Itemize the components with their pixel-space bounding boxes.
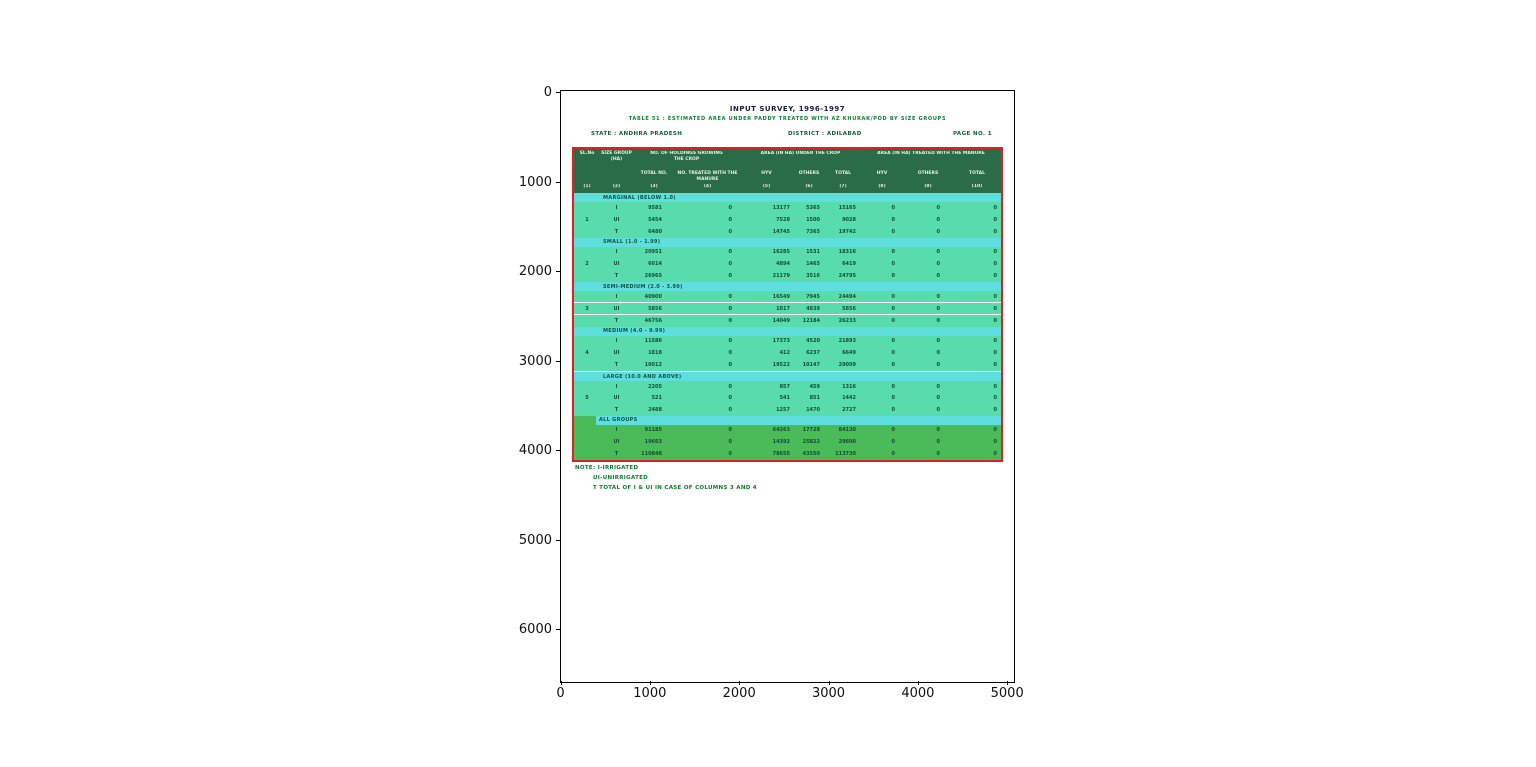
cell-value: 17728: [802, 427, 820, 434]
size-group-band: [574, 282, 1001, 291]
size-group-section: [574, 282, 1001, 327]
data-table: [572, 147, 1003, 462]
cell-value: 78655: [772, 451, 790, 458]
size-group-band: [574, 327, 1001, 336]
size-group-band-spacer: [574, 238, 600, 247]
cell-value: 18316: [838, 249, 856, 256]
header-column-number: (6): [805, 184, 813, 189]
cell-value: 0: [936, 362, 940, 369]
x-tick-mark: [829, 681, 830, 685]
cell-value: 5856: [842, 305, 856, 312]
cell-value: 0: [993, 216, 997, 223]
footnote-line-1: NOTE: I-IRRIGATED: [575, 465, 639, 471]
cell-value: 0: [891, 395, 895, 402]
table-row: [574, 381, 1001, 393]
cell-value: 1442: [842, 395, 856, 402]
x-tick-label: 5000: [990, 686, 1024, 701]
cell-value: 0: [936, 406, 940, 413]
header-slno: SL.No: [579, 151, 595, 156]
cell-value: 4894: [776, 261, 790, 268]
cell-value: 6014: [648, 261, 662, 268]
cell-value: 0: [728, 317, 732, 324]
x-tick-label: 4000: [901, 686, 935, 701]
cell-value: 0: [891, 249, 895, 256]
table-body: [574, 193, 1001, 460]
cell-value: 0: [993, 249, 997, 256]
size-group-label: LARGE (10.0 AND ABOVE): [603, 373, 682, 380]
header-group-area-manure-text: AREA (IN HA) TREATED WITH THE MANURE: [877, 151, 985, 156]
cell-value: 0: [993, 261, 997, 268]
cell-irrigation-marker: I: [615, 204, 618, 211]
cell-value: 0: [936, 350, 940, 357]
cell-value: 0: [993, 439, 997, 446]
size-group-label: SMALL (1.0 - 1.99): [603, 239, 661, 245]
cell-value: 113730: [835, 451, 856, 458]
scan-subtitle: TABLE 51 : ESTIMATED AREA UNDER PADDY TREATED WITH AZ KHURAK/POD BY SIZE GROUPS: [628, 116, 947, 122]
cell-value: 0: [993, 305, 997, 312]
cell-irrigation-marker: I: [615, 249, 618, 256]
cell-value: 1017: [776, 305, 790, 312]
cell-value: 541: [779, 395, 790, 402]
cell-value: 0: [891, 317, 895, 324]
cell-value: 14049: [772, 317, 790, 324]
header-subcolumn: OTHERS: [798, 171, 820, 176]
header-group-area-manure: [861, 149, 1001, 170]
cell-value: 0: [936, 395, 940, 402]
cell-value: 11586: [644, 338, 662, 345]
cell-value: 0: [993, 338, 997, 345]
cell-value: 21893: [838, 338, 856, 345]
cell-value: 0: [728, 395, 732, 402]
cell-value: 2205: [648, 383, 662, 390]
cell-value: 0: [891, 338, 895, 345]
cell-value: 2488: [648, 406, 662, 413]
header-subcolumn: HYV: [761, 171, 772, 176]
cell-value: 1257: [776, 406, 790, 413]
y-tick-mark: [556, 450, 560, 451]
table-row: [574, 436, 1001, 448]
size-group-band: [574, 416, 1001, 425]
cell-slno: 4: [585, 350, 589, 357]
cell-irrigation-marker: UI: [613, 261, 620, 268]
cell-value: 0: [993, 350, 997, 357]
cell-value: 0: [936, 261, 940, 268]
cell-value: 0: [993, 383, 997, 390]
size-group-band: [574, 238, 1001, 247]
cell-value: 521: [651, 395, 662, 402]
y-tick-mark: [556, 271, 560, 272]
cell-value: 46756: [644, 317, 662, 324]
size-group-band: [574, 193, 1001, 202]
table-row: [574, 347, 1001, 359]
header-subcolumn: TOTAL NO.: [640, 171, 668, 176]
cell-value: 0: [891, 228, 895, 235]
size-group-band-spacer: [574, 327, 600, 336]
x-tick-label: 0: [556, 686, 565, 701]
x-tick-mark: [739, 681, 740, 685]
cell-value: 6649: [842, 350, 856, 357]
header-column-number: (4): [703, 184, 712, 189]
cell-value: 851: [809, 395, 820, 402]
table-row: [574, 336, 1001, 348]
cell-value: 0: [936, 383, 940, 390]
y-tick-label: 2000: [518, 264, 552, 279]
cell-value: 6237: [806, 350, 820, 357]
cell-value: 19522: [772, 362, 790, 369]
table-footnote: [575, 463, 757, 493]
x-tick-mark: [1007, 681, 1008, 685]
cell-value: 1500: [806, 216, 820, 223]
x-tick-label: 3000: [811, 686, 846, 701]
cell-value: 14745: [772, 228, 790, 235]
cell-value: 0: [936, 216, 940, 223]
size-group-section: [574, 371, 1001, 416]
table-row: [574, 359, 1001, 371]
size-group-band-spacer: [574, 372, 600, 381]
cell-irrigation-marker: UI: [613, 305, 620, 312]
footnote-line-2: UI-UNIRRIGATED: [593, 475, 649, 481]
cell-value: 110848: [641, 451, 662, 458]
cell-value: 0: [936, 439, 940, 446]
y-tick-mark: [556, 92, 560, 93]
table-row: [574, 270, 1001, 282]
cell-value: 1818: [648, 350, 662, 357]
cell-value: 16285: [772, 249, 790, 256]
state-label: STATE : ANDHRA PRADESH: [591, 131, 683, 137]
cell-value: 43550: [802, 451, 820, 458]
cell-value: 0: [891, 204, 895, 211]
cell-value: 0: [936, 305, 940, 312]
cell-value: 4839: [806, 305, 820, 312]
scan-title: INPUT SURVEY, 1996-1997: [729, 105, 846, 113]
size-group-section: [574, 238, 1001, 283]
cell-value: 14392: [772, 439, 790, 446]
cell-value: 0: [891, 406, 895, 413]
size-group-label: ALL GROUPS: [599, 417, 638, 423]
cell-value: 0: [891, 383, 895, 390]
cell-value: 16549: [772, 293, 790, 300]
cell-irrigation-marker: I: [615, 293, 618, 300]
cell-value: 91185: [644, 427, 662, 434]
cell-value: 17373: [772, 338, 790, 345]
cell-value: 0: [728, 261, 732, 268]
cell-value: 0: [891, 216, 895, 223]
cell-value: 24494: [838, 293, 856, 300]
cell-value: 0: [936, 249, 940, 256]
cell-value: 0: [993, 228, 997, 235]
y-tick-label: 4000: [518, 443, 552, 458]
x-tick-mark: [650, 681, 651, 685]
header-column-number: (7): [839, 184, 847, 189]
cell-slno: 2: [585, 261, 589, 268]
table-header: [574, 149, 1001, 193]
y-tick-label: 0: [543, 85, 552, 100]
cell-value: 0: [993, 204, 997, 211]
cell-irrigation-marker: UI: [613, 350, 620, 357]
cell-irrigation-marker: T: [614, 451, 619, 458]
table-row: [574, 291, 1001, 303]
x-tick-label: 1000: [633, 686, 667, 701]
header-group-area-crop-text: AREA (IN HA) UNDER THE CROP: [760, 151, 841, 156]
y-tick-label: 3000: [518, 353, 552, 369]
cell-value: 20951: [644, 249, 662, 256]
cell-value: 4520: [806, 338, 820, 345]
cell-value: 0: [936, 273, 940, 280]
header-column-number: (2): [612, 184, 621, 189]
cell-value: 1465: [806, 261, 820, 268]
cell-irrigation-marker: T: [614, 362, 619, 369]
cell-value: 2727: [842, 406, 856, 413]
header-column-number: (1): [583, 184, 591, 189]
plot-axes: [560, 90, 1015, 683]
header-column-number: (5): [762, 184, 771, 189]
table-row: [574, 247, 1001, 259]
cell-value: 0: [936, 293, 940, 300]
header-subcolumn: TOTAL: [835, 171, 851, 176]
size-group-band-spacer: [574, 282, 600, 291]
cell-value: 9028: [842, 216, 856, 223]
cell-value: 0: [891, 305, 895, 312]
cell-value: 0: [993, 273, 997, 280]
header-group-holdings-text: NO. OF HOLDINGS GROWING THE CROP: [650, 151, 723, 162]
header-column-number: (3): [650, 184, 658, 189]
cell-value: 19742: [838, 228, 856, 235]
cell-value: 1470: [806, 406, 820, 413]
cell-value: 0: [728, 439, 732, 446]
size-group-label: MEDIUM (4.0 - 9.99): [603, 328, 666, 334]
cell-irrigation-marker: UI: [613, 439, 620, 446]
cell-value: 0: [993, 451, 997, 458]
header-column-number: (10): [971, 184, 983, 189]
cell-slno: 3: [585, 305, 589, 312]
cell-irrigation-marker: I: [615, 427, 618, 434]
cell-slno: 1: [585, 216, 589, 223]
cell-value: 0: [728, 427, 732, 434]
cell-value: 13177: [772, 204, 790, 211]
x-tick-label: 2000: [722, 686, 756, 701]
cell-value: 1316: [842, 383, 856, 390]
cell-irrigation-marker: I: [615, 383, 618, 390]
size-group-label: SEMI-MEDIUM (2.0 - 3.99): [603, 283, 683, 290]
cell-value: 0: [936, 451, 940, 458]
cell-value: 0: [728, 228, 732, 235]
size-group-section: [574, 327, 1001, 372]
size-group-label: MARGINAL (BELOW 1.0): [603, 194, 676, 201]
table-row: [574, 448, 1001, 460]
table-row: [574, 303, 1001, 315]
table-row: [574, 315, 1001, 326]
cell-value: 7365: [806, 228, 820, 235]
cell-value: 0: [936, 228, 940, 235]
cell-value: 5365: [806, 204, 820, 211]
cell-value: 7528: [776, 216, 790, 223]
cell-value: 29009: [838, 362, 856, 369]
cell-value: 0: [993, 395, 997, 402]
cell-value: 0: [891, 427, 895, 434]
cell-value: 0: [891, 362, 895, 369]
x-tick-mark: [918, 681, 919, 685]
cell-irrigation-marker: T: [614, 317, 619, 324]
size-group-band: [574, 371, 1001, 381]
header-group-area-crop: [740, 149, 861, 170]
cell-value: 64263: [772, 427, 790, 434]
cell-value: 0: [936, 317, 940, 324]
cell-value: 0: [891, 439, 895, 446]
cell-value: 0: [993, 406, 997, 413]
cell-value: 25822: [802, 439, 820, 446]
scan-state-line: [572, 131, 1003, 139]
cell-value: 412: [779, 350, 790, 357]
header-subcolumn: HYV: [876, 171, 888, 176]
y-tick-label: 1000: [518, 174, 552, 190]
cell-slno: 5: [585, 395, 589, 402]
cell-value: 5856: [648, 305, 662, 312]
size-group-band-spacer: [574, 416, 596, 425]
cell-irrigation-marker: T: [614, 406, 619, 413]
cell-value: 0: [728, 305, 732, 312]
cell-value: 0: [936, 427, 940, 434]
cell-value: 0: [891, 350, 895, 357]
cell-irrigation-marker: UI: [613, 216, 620, 223]
cell-value: 0: [891, 451, 895, 458]
cell-irrigation-marker: T: [614, 273, 619, 280]
header-group-holdings: [633, 149, 740, 170]
cell-value: 0: [728, 362, 732, 369]
cell-value: 21179: [772, 273, 790, 280]
cell-value: 857: [779, 383, 790, 390]
y-tick-mark: [556, 540, 560, 541]
cell-value: 19663: [644, 439, 662, 446]
cell-value: 40900: [644, 293, 662, 300]
cell-value: 29600: [838, 439, 856, 446]
cell-value: 0: [936, 204, 940, 211]
y-tick-mark: [556, 182, 560, 183]
size-group-section: [574, 193, 1001, 238]
cell-value: 7945: [806, 293, 820, 300]
y-tick-label: 5000: [518, 532, 552, 548]
cell-value: 0: [993, 317, 997, 324]
cell-value: 0: [728, 338, 732, 345]
district-label: DISTRICT : ADILABAD: [788, 131, 862, 137]
table-row: [574, 258, 1001, 270]
cell-value: 24795: [838, 273, 856, 280]
cell-value: 26233: [838, 317, 856, 324]
cell-value: 0: [728, 383, 732, 390]
cell-value: 3516: [806, 273, 820, 280]
cell-value: 0: [891, 293, 895, 300]
cell-value: 0: [728, 216, 732, 223]
cell-value: 12184: [802, 317, 820, 324]
cell-value: 0: [728, 249, 732, 256]
header-subcolumn: OTHERS: [917, 171, 939, 176]
cell-value: 26965: [644, 273, 662, 280]
cell-value: 84130: [838, 427, 856, 434]
cell-value: 0: [728, 293, 732, 300]
cell-value: 0: [936, 338, 940, 345]
x-tick-mark: [561, 681, 562, 685]
cell-value: 1531: [806, 249, 820, 256]
cell-value: 0: [891, 261, 895, 268]
cell-value: 0: [993, 293, 997, 300]
footnote-line-3: T TOTAL OF I & UI IN CASE OF COLUMNS 3 AND 4: [593, 485, 757, 491]
cell-value: 5454: [648, 216, 662, 223]
table-row: [574, 226, 1001, 238]
cell-irrigation-marker: T: [614, 228, 619, 235]
y-tick-label: 6000: [518, 622, 552, 637]
cell-value: 9581: [648, 204, 662, 211]
cell-value: 6419: [842, 261, 856, 268]
header-subcolumn: NO. TREATED WITH THE MANURE: [677, 171, 738, 182]
cell-value: 0: [993, 362, 997, 369]
cell-value: 0: [728, 350, 732, 357]
cell-irrigation-marker: UI: [613, 395, 620, 402]
cell-value: 0: [891, 273, 895, 280]
header-subcolumn: TOTAL: [969, 171, 985, 176]
table-row: [574, 393, 1001, 405]
y-tick-mark: [556, 629, 560, 630]
cell-value: 0: [728, 451, 732, 458]
table-row: [574, 214, 1001, 226]
cell-value: 6480: [648, 228, 662, 235]
y-tick-mark: [556, 361, 560, 362]
size-group-section: [574, 416, 1001, 461]
cell-value: 16012: [644, 362, 662, 369]
header-column-number: (9): [924, 184, 932, 189]
cell-value: 10147: [802, 362, 820, 369]
cell-value: 459: [809, 383, 820, 390]
table-row: [574, 202, 1001, 214]
size-group-band-spacer: [574, 193, 600, 202]
cell-value: 0: [728, 273, 732, 280]
header-column-number: (8): [878, 184, 886, 189]
cell-irrigation-marker: I: [615, 338, 618, 345]
cell-value: 0: [993, 427, 997, 434]
table-row: [574, 404, 1001, 416]
header-size-group: SIZE GROUP (HA): [601, 151, 632, 162]
page-number-label: PAGE NO. 1: [953, 131, 992, 137]
cell-value: 0: [728, 406, 732, 413]
cell-value: 0: [728, 204, 732, 211]
table-row: [574, 425, 1001, 437]
cell-value: 15165: [838, 204, 856, 211]
